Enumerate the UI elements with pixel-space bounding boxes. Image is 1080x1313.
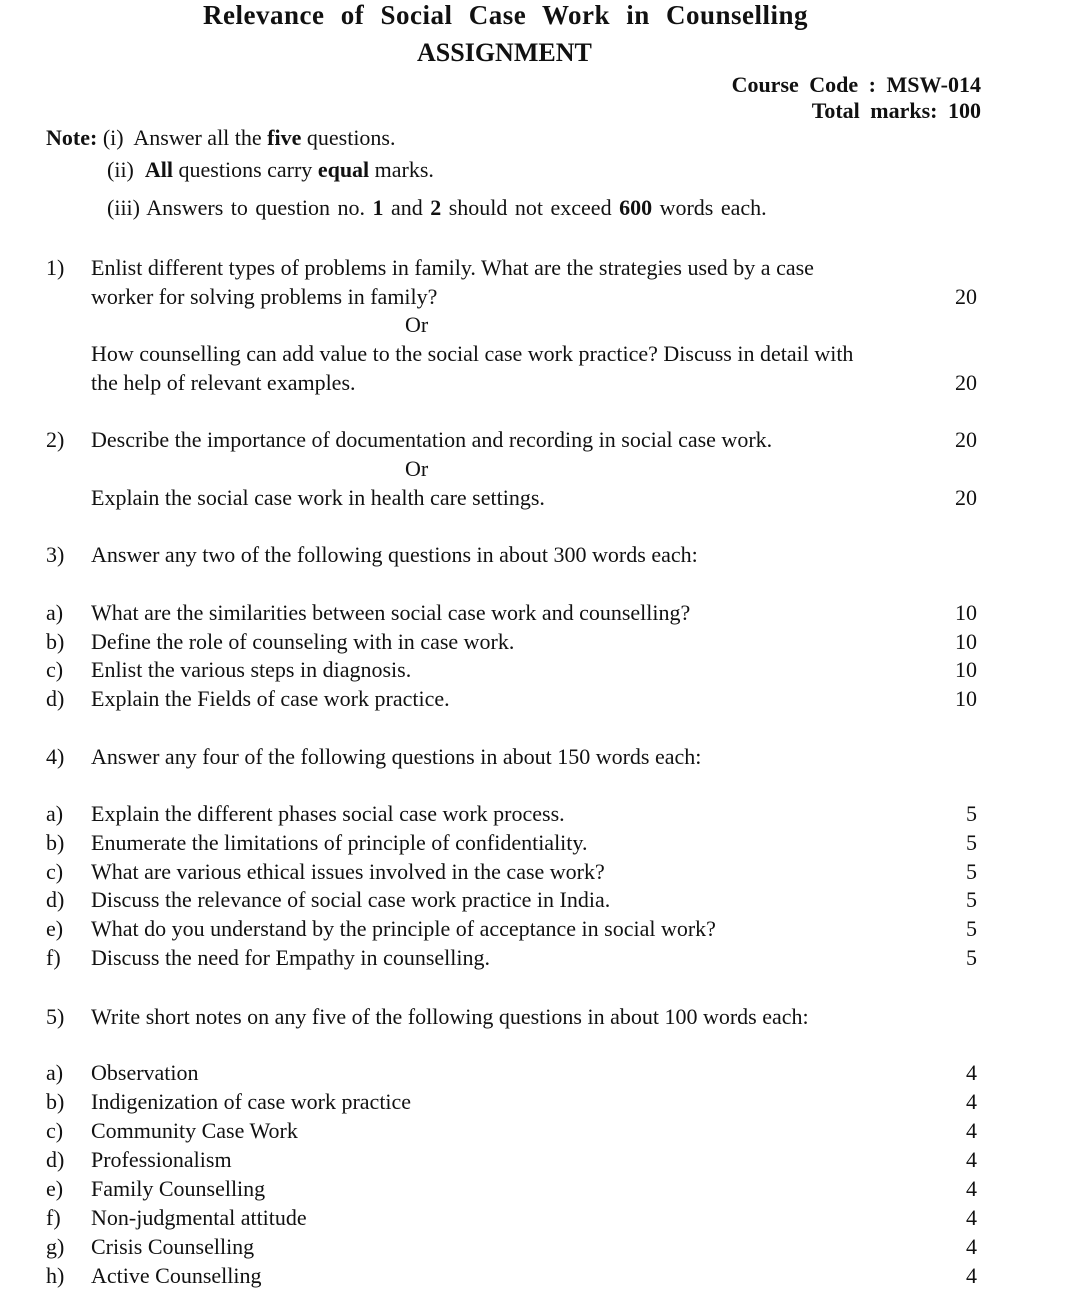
sub-question-text: Community Case Work (91, 1118, 298, 1143)
sub-question-text: Non-judgmental attitude (91, 1205, 307, 1230)
sub-question-text: Define the role of counseling with in case work. (91, 629, 515, 654)
note-text: should not exceed (441, 195, 620, 220)
note-num: (i) (102, 125, 124, 150)
note-num: (ii) (107, 157, 134, 182)
sub-question-label: c) (46, 1118, 64, 1143)
sub-question-label: b) (46, 830, 65, 855)
sub-question-label: d) (46, 887, 65, 912)
note-text: and (383, 195, 431, 220)
question-text: Answer any two of the following questions in about 300 words each: (91, 542, 698, 567)
sub-question-text: Crisis Counselling (91, 1234, 255, 1259)
sub-question-marks: 5 (966, 916, 977, 941)
sub-question-marks: 4 (966, 1118, 977, 1143)
sub-question-marks: 5 (966, 859, 977, 884)
note-line-1 (46, 125, 396, 151)
note-label: Note: (46, 125, 98, 150)
sub-question-marks: 4 (966, 1060, 977, 1085)
sub-question-marks: 5 (966, 801, 977, 826)
question-text: Answer any four of the following questions in about 150 words each: (91, 744, 702, 769)
note-emphasis: 1 (372, 195, 384, 220)
sub-question-text: Family Counselling (91, 1176, 266, 1201)
question-marks: 20 (955, 284, 977, 309)
sub-question-text: Discuss the need for Empathy in counselling. (91, 945, 490, 970)
sub-question-marks: 10 (955, 686, 977, 711)
sub-question-text: Enlist the various steps in diagnosis. (91, 657, 412, 682)
question-text: Write short notes on any five of the following questions in about 100 words each: (91, 1004, 809, 1029)
note-emphasis: equal (317, 157, 370, 182)
or-separator: Or (405, 312, 429, 337)
sub-question-text: Active Counselling (91, 1263, 262, 1288)
question-marks: 20 (955, 370, 977, 395)
sub-question-label: a) (46, 1060, 64, 1085)
sub-question-marks: 4 (966, 1176, 977, 1201)
note-emphasis: five (267, 125, 302, 150)
note-text: questions. (301, 125, 396, 150)
sub-question-marks: 10 (955, 657, 977, 682)
sub-question-label: d) (46, 1147, 65, 1172)
note-text: Answer all the (133, 125, 268, 150)
sub-question-marks: 5 (966, 945, 977, 970)
question-number: 4) (46, 744, 65, 769)
sub-question-label: f) (46, 945, 61, 970)
note-emphasis: 2 (430, 195, 442, 220)
sub-question-text: Enumerate the limitations of principle of confidentiality. (91, 830, 588, 855)
question-text: Explain the social case work in health care settings. (91, 485, 545, 510)
note-line-3 (107, 195, 767, 221)
sub-question-label: e) (46, 916, 64, 941)
sub-question-label: c) (46, 859, 64, 884)
sub-question-text: What do you understand by the principle of acceptance in social work? (91, 916, 716, 941)
question-marks: 20 (955, 485, 977, 510)
sub-question-text: Observation (91, 1060, 199, 1085)
note-text: marks. (369, 157, 434, 182)
question-number: 3) (46, 542, 65, 567)
sub-question-marks: 4 (966, 1147, 977, 1172)
question-number: 5) (46, 1004, 65, 1029)
note-text: Answers to question no. (146, 195, 373, 220)
note-text: words each. (652, 195, 767, 220)
sub-question-text: Professionalism (91, 1147, 232, 1172)
sub-question-label: g) (46, 1234, 65, 1259)
sub-question-marks: 5 (966, 887, 977, 912)
total-marks: Total marks: 100 (811, 98, 981, 123)
sub-question-text: Indigenization of case work practice (91, 1089, 412, 1114)
note-num: (iii) (107, 195, 140, 220)
question-number: 2) (46, 427, 65, 452)
sub-question-label: c) (46, 657, 64, 682)
question-marks: 20 (955, 427, 977, 452)
sub-question-label: b) (46, 1089, 65, 1114)
sub-question-marks: 5 (966, 830, 977, 855)
sub-question-text: What are the similarities between social case work and counselling? (91, 600, 691, 625)
document-subtitle: ASSIGNMENT (417, 38, 592, 67)
note-emphasis: All (144, 157, 174, 182)
note-emphasis: 600 (619, 195, 653, 220)
question-text: worker for solving problems in family? (91, 284, 438, 309)
sub-question-marks: 4 (966, 1263, 977, 1288)
sub-question-text: What are various ethical issues involved in the case work? (91, 859, 605, 884)
sub-question-marks: 4 (966, 1234, 977, 1259)
or-separator: Or (405, 456, 429, 481)
question-number: 1) (46, 255, 65, 280)
sub-question-label: b) (46, 629, 65, 654)
document-title: Relevance of Social Case Work in Counselling (203, 0, 809, 30)
sub-question-text: Explain the Fields of case work practice. (91, 686, 450, 711)
sub-question-marks: 10 (955, 629, 977, 654)
sub-question-marks: 4 (966, 1205, 977, 1230)
note-text: questions carry (173, 157, 318, 182)
question-text: Describe the importance of documentation and recording in social case work. (91, 427, 773, 452)
sub-question-label: a) (46, 600, 64, 625)
sub-question-label: f) (46, 1205, 61, 1230)
sub-question-marks: 10 (955, 600, 977, 625)
question-text: Enlist different types of problems in family. What are the strategies used by a case (91, 255, 814, 280)
course-code: Course Code : MSW-014 (731, 72, 981, 97)
question-text: How counselling can add value to the social case work practice? Discuss in detail with (91, 341, 854, 366)
note-line-2 (107, 157, 434, 183)
sub-question-text: Discuss the relevance of social case work practice in India. (91, 887, 611, 912)
question-text: the help of relevant examples. (91, 370, 356, 395)
sub-question-label: h) (46, 1263, 65, 1288)
sub-question-text: Explain the different phases social case work process. (91, 801, 565, 826)
sub-question-marks: 4 (966, 1089, 977, 1114)
sub-question-label: e) (46, 1176, 64, 1201)
sub-question-label: d) (46, 686, 65, 711)
sub-question-label: a) (46, 801, 64, 826)
